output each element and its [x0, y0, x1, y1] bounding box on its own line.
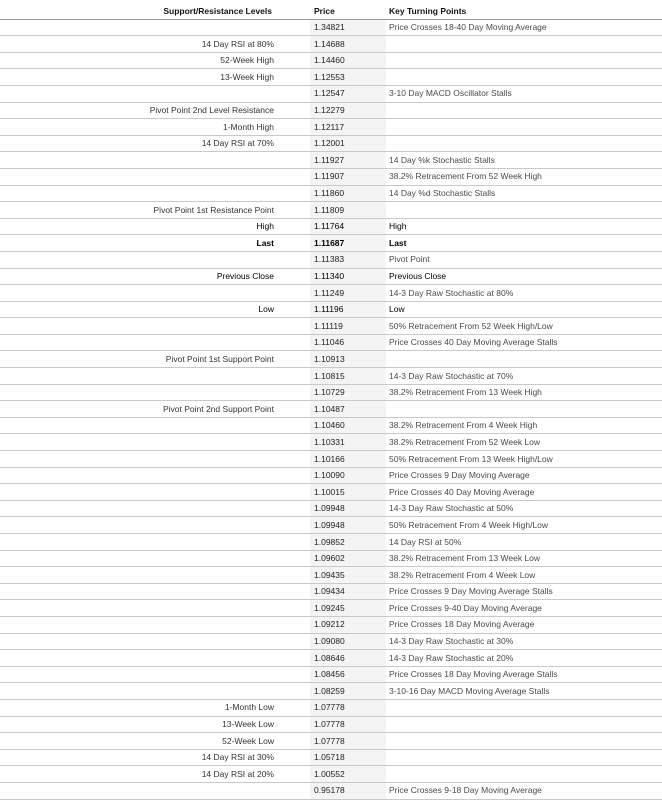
level-cell: Pivot Point 2nd Level Resistance — [0, 102, 310, 119]
price-cell: 1.10913 — [310, 351, 386, 368]
price-cell: 1.09602 — [310, 550, 386, 567]
price-cell: 1.10460 — [310, 417, 386, 434]
turning-point-cell: Price Crosses 40 Day Moving Average Stalls — [386, 334, 662, 351]
turning-point-cell: Previous Close — [386, 268, 662, 285]
level-cell — [0, 417, 310, 434]
turning-point-cell: 14 Day %k Stochastic Stalls — [386, 152, 662, 169]
table-row — [0, 484, 662, 501]
table-body — [0, 19, 662, 799]
level-cell: Pivot Point 1st Resistance Point — [0, 202, 310, 219]
price-cell: 1.11340 — [310, 268, 386, 285]
level-cell — [0, 583, 310, 600]
price-cell: 1.10815 — [310, 368, 386, 385]
turning-point-cell: Last — [386, 235, 662, 252]
turning-point-cell — [386, 69, 662, 86]
price-cell: 1.12279 — [310, 102, 386, 119]
price-cell: 1.09080 — [310, 633, 386, 650]
turning-point-cell: Price Crosses 18-40 Day Moving Average — [386, 19, 662, 36]
turning-point-cell: 14 Day RSI at 50% — [386, 534, 662, 551]
level-cell — [0, 666, 310, 683]
turning-point-cell: Price Crosses 18 Day Moving Average — [386, 616, 662, 633]
table-row — [0, 285, 662, 302]
price-cell: 1.12001 — [310, 135, 386, 152]
table-row — [0, 251, 662, 268]
price-cell: 1.07778 — [310, 699, 386, 716]
price-cell: 1.09212 — [310, 616, 386, 633]
turning-point-cell: 38.2% Retracement From 52 Week Low — [386, 434, 662, 451]
table-row — [0, 152, 662, 169]
price-cell: 1.08259 — [310, 683, 386, 700]
price-cell: 1.11907 — [310, 168, 386, 185]
table-row — [0, 384, 662, 401]
price-cell: 1.11860 — [310, 185, 386, 202]
level-cell — [0, 484, 310, 501]
price-cell: 1.12117 — [310, 119, 386, 136]
level-cell — [0, 500, 310, 517]
table-row — [0, 119, 662, 136]
price-cell: 1.10166 — [310, 451, 386, 468]
price-cell: 1.11249 — [310, 285, 386, 302]
table-row — [0, 218, 662, 235]
table-row — [0, 185, 662, 202]
price-cell: 1.11809 — [310, 202, 386, 219]
table-row — [0, 467, 662, 484]
level-cell: 14 Day RSI at 20% — [0, 766, 310, 783]
table-row — [0, 600, 662, 617]
level-cell — [0, 185, 310, 202]
level-cell: Previous Close — [0, 268, 310, 285]
level-cell — [0, 368, 310, 385]
level-cell — [0, 616, 310, 633]
price-cell: 1.09852 — [310, 534, 386, 551]
level-cell: 1-Month Low — [0, 699, 310, 716]
turning-point-cell: 14-3 Day Raw Stochastic at 80% — [386, 285, 662, 302]
turning-point-cell: High — [386, 218, 662, 235]
level-cell: 52-Week Low — [0, 733, 310, 750]
price-cell: 1.09948 — [310, 500, 386, 517]
turning-point-cell — [386, 202, 662, 219]
price-cell: 1.11383 — [310, 251, 386, 268]
level-cell: Pivot Point 2nd Support Point — [0, 401, 310, 418]
turning-point-cell — [386, 52, 662, 69]
price-cell: 1.12553 — [310, 69, 386, 86]
level-cell — [0, 650, 310, 667]
table-row — [0, 534, 662, 551]
table-row — [0, 19, 662, 36]
price-cell: 1.10331 — [310, 434, 386, 451]
level-cell — [0, 85, 310, 102]
price-cell: 0.95178 — [310, 782, 386, 799]
header-price: Price — [310, 3, 386, 19]
turning-point-cell: Price Crosses 9-40 Day Moving Average — [386, 600, 662, 617]
level-cell — [0, 567, 310, 584]
table-row — [0, 633, 662, 650]
turning-point-cell: 38.2% Retracement From 4 Week High — [386, 417, 662, 434]
level-cell — [0, 600, 310, 617]
table-row — [0, 550, 662, 567]
price-cell: 1.11687 — [310, 235, 386, 252]
price-cell: 1.00552 — [310, 766, 386, 783]
table-row — [0, 733, 662, 750]
price-cell: 1.12547 — [310, 85, 386, 102]
table-row — [0, 401, 662, 418]
table-row — [0, 517, 662, 534]
price-cell: 1.11927 — [310, 152, 386, 169]
price-cell: 1.14460 — [310, 52, 386, 69]
table-row — [0, 36, 662, 53]
turning-point-cell: 50% Retracement From 52 Week High/Low — [386, 318, 662, 335]
level-cell: 1-Month High — [0, 119, 310, 136]
level-cell — [0, 434, 310, 451]
price-cell: 1.10015 — [310, 484, 386, 501]
level-cell — [0, 334, 310, 351]
table-row — [0, 650, 662, 667]
price-cell: 1.09434 — [310, 583, 386, 600]
level-cell — [0, 683, 310, 700]
turning-point-cell: 50% Retracement From 4 Week High/Low — [386, 517, 662, 534]
table-row — [0, 616, 662, 633]
turning-point-cell: 3-10-16 Day MACD Moving Average Stalls — [386, 683, 662, 700]
price-cell: 1.10729 — [310, 384, 386, 401]
turning-point-cell — [386, 36, 662, 53]
turning-point-cell: 38.2% Retracement From 13 Week High — [386, 384, 662, 401]
table-row — [0, 782, 662, 799]
price-cell: 1.09948 — [310, 517, 386, 534]
price-cell: 1.08646 — [310, 650, 386, 667]
level-cell — [0, 285, 310, 302]
table-row — [0, 69, 662, 86]
price-cell: 1.11764 — [310, 218, 386, 235]
table-row — [0, 351, 662, 368]
turning-point-cell: 14-3 Day Raw Stochastic at 20% — [386, 650, 662, 667]
level-cell — [0, 152, 310, 169]
turning-point-cell: Pivot Point — [386, 251, 662, 268]
header-support-resistance-levels: Support/Resistance Levels — [0, 3, 310, 19]
table-row — [0, 500, 662, 517]
turning-point-cell: 38.2% Retracement From 52 Week High — [386, 168, 662, 185]
turning-point-cell: 38.2% Retracement From 4 Week Low — [386, 567, 662, 584]
turning-point-cell — [386, 749, 662, 766]
level-cell: 52-Week High — [0, 52, 310, 69]
turning-point-cell: 14-3 Day Raw Stochastic at 30% — [386, 633, 662, 650]
level-cell: 14 Day RSI at 30% — [0, 749, 310, 766]
table-row — [0, 699, 662, 716]
level-cell — [0, 318, 310, 335]
level-cell — [0, 451, 310, 468]
turning-point-cell: 14-3 Day Raw Stochastic at 70% — [386, 368, 662, 385]
level-cell: 13-Week Low — [0, 716, 310, 733]
turning-point-cell — [386, 401, 662, 418]
turning-point-cell: Price Crosses 18 Day Moving Average Stalls — [386, 666, 662, 683]
table-row — [0, 202, 662, 219]
level-cell — [0, 517, 310, 534]
turning-point-cell — [386, 733, 662, 750]
table-row — [0, 451, 662, 468]
price-cell: 1.11046 — [310, 334, 386, 351]
level-cell — [0, 534, 310, 551]
table-row — [0, 135, 662, 152]
price-cell: 1.09245 — [310, 600, 386, 617]
turning-point-cell — [386, 135, 662, 152]
turning-point-cell — [386, 716, 662, 733]
level-cell — [0, 251, 310, 268]
table-row — [0, 716, 662, 733]
price-cell: 1.07778 — [310, 733, 386, 750]
price-cell: 1.11196 — [310, 301, 386, 318]
turning-point-cell: Price Crosses 40 Day Moving Average — [386, 484, 662, 501]
turning-point-cell: Low — [386, 301, 662, 318]
table-row — [0, 766, 662, 783]
table-row — [0, 301, 662, 318]
turning-point-cell — [386, 102, 662, 119]
level-cell — [0, 168, 310, 185]
level-cell: Last — [0, 235, 310, 252]
price-cell: 1.09435 — [310, 567, 386, 584]
turning-point-cell: 3-10 Day MACD Oscillator Stalls — [386, 85, 662, 102]
table-row — [0, 52, 662, 69]
level-cell — [0, 633, 310, 650]
turning-point-cell: Price Crosses 9-18 Day Moving Average — [386, 782, 662, 799]
level-cell — [0, 384, 310, 401]
table-row — [0, 318, 662, 335]
table-row — [0, 102, 662, 119]
table-row — [0, 235, 662, 252]
price-cell: 1.11119 — [310, 318, 386, 335]
level-cell — [0, 782, 310, 799]
table-row — [0, 368, 662, 385]
table-row — [0, 434, 662, 451]
table-row — [0, 268, 662, 285]
price-cell: 1.08456 — [310, 666, 386, 683]
turning-point-cell — [386, 699, 662, 716]
table-row — [0, 85, 662, 102]
price-cell: 1.10487 — [310, 401, 386, 418]
table-header-row — [0, 3, 662, 19]
turning-point-cell: 38.2% Retracement From 13 Week Low — [386, 550, 662, 567]
level-cell — [0, 467, 310, 484]
turning-point-cell: Price Crosses 9 Day Moving Average Stalls — [386, 583, 662, 600]
table-row — [0, 683, 662, 700]
turning-point-cell: Price Crosses 9 Day Moving Average — [386, 467, 662, 484]
table-row — [0, 168, 662, 185]
level-cell: High — [0, 218, 310, 235]
table-row — [0, 417, 662, 434]
turning-point-cell: 14-3 Day Raw Stochastic at 50% — [386, 500, 662, 517]
table-row — [0, 567, 662, 584]
table-row — [0, 334, 662, 351]
level-cell — [0, 19, 310, 36]
turning-point-cell — [386, 119, 662, 136]
price-cell: 1.10090 — [310, 467, 386, 484]
table-row — [0, 666, 662, 683]
price-cell: 1.05718 — [310, 749, 386, 766]
turning-point-cell: 50% Retracement From 13 Week High/Low — [386, 451, 662, 468]
level-cell: Low — [0, 301, 310, 318]
turning-point-cell: 14 Day %d Stochastic Stalls — [386, 185, 662, 202]
header-key-turning-points: Key Turning Points — [386, 3, 662, 19]
level-cell — [0, 550, 310, 567]
table-row — [0, 749, 662, 766]
turning-point-cell — [386, 766, 662, 783]
support-resistance-table — [0, 3, 662, 800]
table-row — [0, 583, 662, 600]
level-cell: Pivot Point 1st Support Point — [0, 351, 310, 368]
level-cell: 14 Day RSI at 70% — [0, 135, 310, 152]
price-cell: 1.14688 — [310, 36, 386, 53]
level-cell: 14 Day RSI at 80% — [0, 36, 310, 53]
price-cell: 1.34821 — [310, 19, 386, 36]
turning-point-cell — [386, 351, 662, 368]
price-cell: 1.07778 — [310, 716, 386, 733]
level-cell: 13-Week High — [0, 69, 310, 86]
